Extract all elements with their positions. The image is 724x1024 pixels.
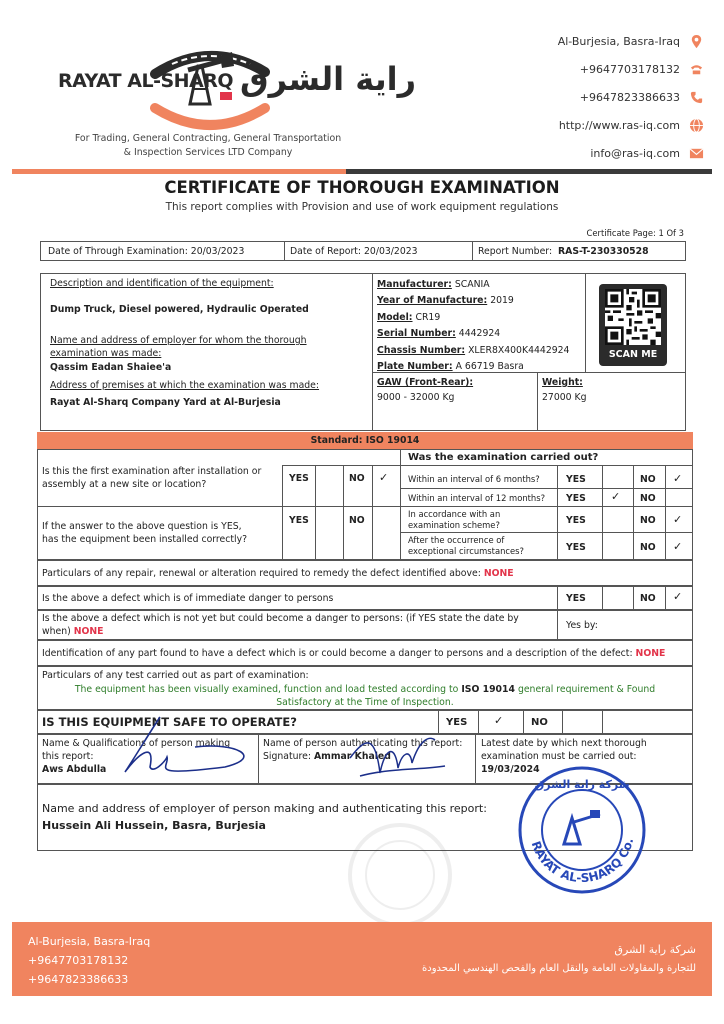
int6-yes-label: YES (566, 474, 586, 485)
globe-icon (689, 118, 704, 133)
model-label: Model: (377, 311, 413, 323)
phone-icon (689, 62, 704, 77)
identification-text (42, 648, 665, 659)
tagline-line-2: & Inspection Services LTD Company (123, 147, 293, 158)
exceptional-label-line-2: exceptional circumstances? (408, 546, 524, 556)
repair-value: NONE (483, 568, 514, 579)
contact-address: Al-Burjesia, Basra-Iraq (557, 35, 680, 48)
immediate-danger-label: Is the above a defect which is of immediate danger to persons (42, 593, 334, 604)
scheme-label (408, 509, 500, 531)
q1-no-check: ✓ (379, 471, 389, 484)
standard-label: Standard: ISO 19014 (310, 435, 420, 446)
footer-address: Al-Burjesia, Basra-Iraq (28, 935, 151, 948)
authenticator-value: Ammar Khaled (313, 751, 391, 762)
except-no-check: ✓ (673, 540, 683, 553)
scheme-label-line-2: examination scheme? (408, 520, 500, 530)
question-first-exam-line-2: assembly at a new site or location? (42, 479, 207, 490)
qr-code-icon (605, 289, 661, 345)
model-value: CR19 (415, 311, 441, 323)
footer-phone-2: +9647823386633 (28, 973, 129, 986)
report-number: RAS-T-230330528 (558, 246, 649, 257)
serial-label: Serial Number: (377, 328, 456, 340)
logo-text-ar: راية الشرق (240, 60, 417, 98)
logo-text-en: RAYAT AL-SHARQ (58, 70, 234, 92)
safe-no-label: NO (531, 717, 548, 728)
employer-value: Hussein Ali Hussein, Basra, Burjesia (42, 819, 266, 832)
next-exam-label-1: Latest date by which next thorough (481, 738, 647, 749)
year-value: 2019 (490, 295, 514, 307)
serial-value: 4442924 (458, 328, 501, 340)
qualifications-label-2: this report: (42, 751, 94, 762)
authenticator-label: Name of person authenticating this report: (263, 738, 463, 749)
tests-result (37, 683, 693, 709)
email-icon (689, 146, 704, 161)
stamp-text-ar: شركة راية الشرق (534, 778, 630, 791)
future-danger-line-1: Is the above a defect which is not yet but could become a danger to persons: (if YES state the date by (42, 613, 519, 624)
contact-phone-1: +9647703178132 (579, 63, 680, 76)
scheme-label-line-1: In accordance with an (408, 509, 501, 519)
safe-yes-label: YES (446, 717, 468, 728)
report-number-label: Report Number: (478, 246, 553, 257)
phone-icon (689, 90, 704, 105)
tests-result-line-1a: The equipment has been visually examined, function and load tested according to (74, 684, 459, 695)
int6-no-label: NO (640, 474, 656, 485)
premises-label: Address of premises at which the examination was made: (50, 380, 320, 391)
interval-12-label: Within an interval of 12 months? (408, 493, 546, 503)
exceptional-label-line-1: After the occurrence of (408, 535, 505, 545)
carried-out-header: Was the examination carried out? (408, 452, 599, 463)
stamp-text: RAYAT AL-SHARQ Co. (528, 836, 637, 886)
safe-yes-check: ✓ (494, 714, 504, 727)
scheme-yes-label: YES (566, 515, 586, 526)
contact-block (480, 34, 680, 174)
tests-result-line-2: Satisfactory at the Time of Inspection. (276, 697, 454, 708)
footer-arabic (340, 940, 696, 978)
int12-yes-label: YES (566, 493, 586, 504)
scheme-no-check: ✓ (673, 513, 683, 526)
company-stamp (512, 760, 652, 900)
except-yes-label: YES (566, 542, 586, 553)
question-first-exam-line-1: Is this the first examination after installation or (42, 466, 262, 477)
qualifications-label-1: Name & Qualifications of person making (42, 738, 231, 749)
except-no-label: NO (640, 542, 656, 553)
yes-by-label: Yes by: (566, 620, 598, 631)
int12-yes-check: ✓ (611, 490, 621, 503)
immediate-no-label: NO (640, 593, 656, 604)
employer-label-1: Name and address of employer for whom the thorough (50, 335, 307, 346)
immediate-no-check: ✓ (673, 590, 683, 603)
exceptional-label (408, 535, 524, 557)
footer-arabic-line-1: شركة راية الشرق (614, 943, 696, 956)
footer-contact (28, 932, 150, 989)
q1-no-label: NO (349, 473, 365, 484)
tests-result-iso: ISO 19014 (461, 684, 515, 695)
tagline-line-1: For Trading, General Contracting, General Transportation (74, 133, 342, 144)
next-exam-value: 19/03/2024 (481, 764, 540, 775)
page-subtitle: This report complies with Provision and use of work equipment regulations (165, 201, 559, 213)
scheme-no-label: NO (640, 515, 656, 526)
weight-label: Weight: (542, 377, 583, 388)
watermark-seal (345, 820, 455, 930)
question-installed-line-2: has the equipment been installed correctly? (42, 534, 248, 545)
employer-label: Name and address of employer of person making and authenticating this report: (42, 802, 487, 815)
spec-list (377, 277, 569, 375)
manufacturer-label: Manufacturer: (377, 279, 452, 290)
footer-phone-1: +9647703178132 (28, 954, 129, 967)
q2-no-label: NO (349, 515, 365, 526)
weight-value: 27000 Kg (542, 392, 587, 403)
question-installed-line-1: If the answer to the above question is YES, (42, 521, 242, 532)
company-tagline (58, 132, 358, 160)
signature-ammar (340, 728, 450, 788)
chassis-label: Chassis Number: (377, 344, 466, 356)
gaw-label: GAW (Front-Rear): (377, 377, 474, 388)
equipment-desc-label: Description and identification of the equipment: (50, 278, 274, 289)
interval-6-label: Within an interval of 6 months? (408, 474, 540, 484)
header-rule-dark (346, 169, 712, 174)
year-label: Year of Manufacture: (377, 295, 488, 307)
page-title: CERTIFICATE OF THOROUGH EXAMINATION (164, 178, 560, 197)
employer-label-2: examination was made: (50, 348, 162, 359)
int6-no-check: ✓ (673, 472, 683, 485)
immediate-yes-label: YES (566, 593, 586, 604)
gaw-value: 9000 - 32000 Kg (377, 392, 455, 403)
next-exam-label-2: examination must be carried out: (481, 751, 637, 762)
footer-arabic-line-2: للتجارة والمقاولات العامة والنقل العام والفحص الهندسي المحدودة (422, 963, 696, 974)
contact-email[interactable]: info@ras-iq.com (590, 147, 680, 160)
question-first-exam (42, 465, 261, 491)
tests-label: Particulars of any test carried out as part of examination: (42, 670, 309, 681)
question-installed (42, 520, 247, 546)
page-info: Certificate Page: 1 Of 3 (586, 228, 684, 238)
employer-value: Qassim Eadan Shaiee'a (50, 362, 172, 373)
q2-yes-label: YES (289, 515, 309, 526)
plate-value: A 66719 Basra (455, 361, 524, 373)
future-danger-text (42, 612, 519, 638)
report-date: Date of Report: 20/03/2023 (290, 246, 418, 257)
plate-label: Plate Number: (377, 361, 453, 373)
future-danger-line-2: when) (42, 626, 71, 637)
authenticator-sig-label: Signature: (263, 751, 311, 762)
location-icon (689, 34, 704, 49)
contact-phone-2: +9647823386633 (579, 91, 680, 104)
premises-value: Rayat Al-Sharq Company Yard at Al-Burjesia (50, 397, 281, 408)
int12-no-label: NO (640, 493, 656, 504)
contact-website[interactable]: http://www.ras-iq.com (558, 119, 680, 132)
manufacturer-value: SCANIA (454, 279, 490, 290)
qr-label: SCAN ME (608, 349, 658, 360)
exam-date: Date of Through Examination: 20/03/2023 (48, 246, 245, 257)
equipment-desc-value: Dump Truck, Diesel powered, Hydraulic Operated (50, 304, 309, 315)
identification-label: Identification of any part found to have a defect which is or could become a danger to persons and a description of the defect: (42, 648, 633, 659)
qualifications-value: Aws Abdulla (42, 764, 107, 775)
signature-aws (105, 712, 255, 784)
qr-code[interactable] (599, 284, 667, 366)
identification-value: NONE (635, 648, 666, 659)
tests-result-line-1b: general requirement & Found (517, 684, 656, 695)
repair-text (42, 568, 514, 579)
q1-yes-label: YES (289, 473, 309, 484)
repair-label: Particulars of any repair, renewal or alteration required to remedy the defect identified above: (42, 568, 481, 579)
chassis-value: XLER8X400K4442924 (468, 344, 570, 356)
safe-question: IS THIS EQUIPMENT SAFE TO OPERATE? (42, 715, 297, 729)
future-danger-value: NONE (73, 626, 104, 637)
